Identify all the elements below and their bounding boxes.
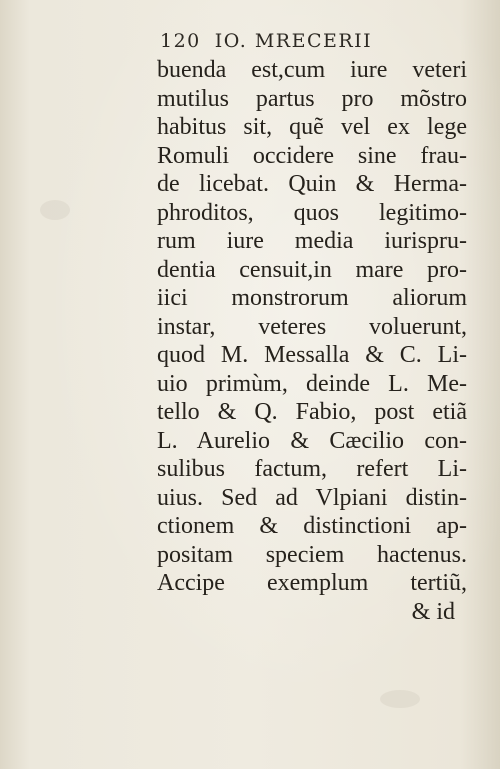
- paper-stain: [380, 690, 420, 708]
- paper-stain: [40, 200, 70, 220]
- text-line: sulibus factum, refert Li-: [157, 456, 467, 482]
- text-line: quod M. Messalla & C. Li-: [157, 342, 467, 368]
- text-line: buenda est,cum iure veteri: [157, 57, 467, 83]
- text-line: mutilus partus pro mõstro: [157, 85, 467, 112]
- running-title: IO. MRECERII: [214, 30, 373, 52]
- text-line: dentia censuit,in mare pro-: [157, 256, 467, 283]
- text-line: L. Aurelio & Cæcilio con-: [157, 427, 467, 454]
- text-line: instar, veteres voluerunt,: [157, 313, 467, 340]
- body-text: [157, 56, 467, 626]
- running-header: [160, 30, 386, 52]
- text-line: rum iure media iurispru-: [157, 228, 467, 254]
- text-line: iici monstrorum aliorum: [157, 285, 467, 311]
- text-line: ctionem & distinctioni ap-: [157, 513, 467, 539]
- text-line: habitus sit, quẽ vel ex lege: [157, 114, 467, 140]
- catchword: & id: [411, 598, 455, 625]
- text-line: tello & Q. Fabio, post etiã: [157, 399, 467, 425]
- page-number: 120: [160, 30, 201, 52]
- text-line: Romuli occidere sine frau-: [157, 142, 467, 169]
- text-line: positam speciem hactenus.: [157, 541, 467, 568]
- text-line: uio primùm, deinde L. Me-: [157, 370, 467, 397]
- text-line: de licebat. Quin & Herma-: [157, 171, 467, 197]
- text-line: Accipe exemplum tertiũ,: [157, 570, 467, 596]
- text-line: phroditos, quos legitimo-: [157, 199, 467, 226]
- text-line: uius. Sed ad Vlpiani distin-: [157, 484, 467, 511]
